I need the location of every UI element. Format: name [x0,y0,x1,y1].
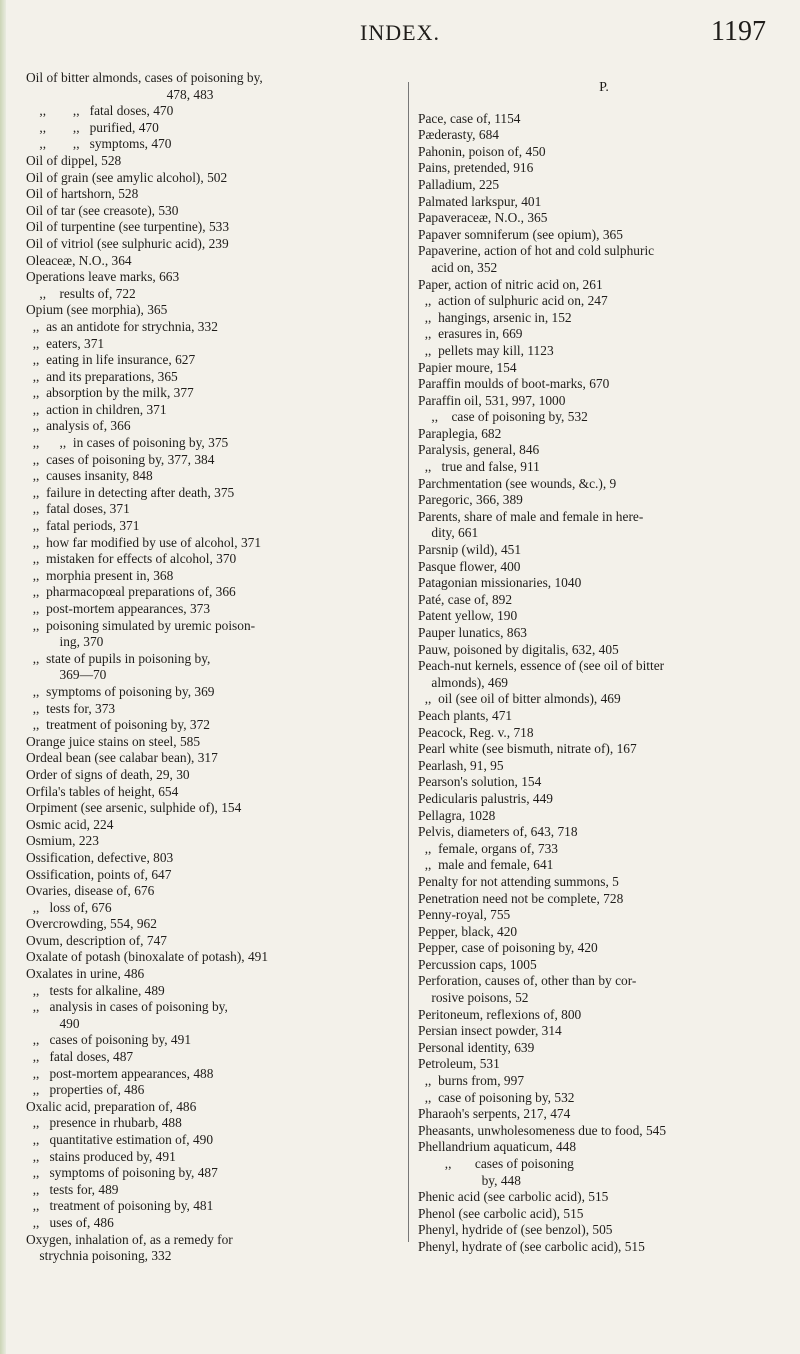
index-entry: Perforation, causes of, other than by cor- [418,973,637,989]
index-entry: ,, tests for, 489 [26,1181,119,1197]
index-entry: Paraffin oil, 531, 997, 1000 [418,392,566,408]
index-entry: ,, ,, purified, 470 [26,119,159,135]
index-entry: 478, 483 [26,86,214,102]
index-entry: ,, uses of, 486 [26,1214,114,1230]
index-entry: Ossification, points of, 647 [26,866,172,882]
index-entry: ,, post-mortem appearances, 373 [26,601,211,616]
index-entry: ,, female, organs of, 733 [418,840,558,856]
index-entry: Osmium, 223 [26,833,99,849]
index-entry: Pains, pretended, 916 [418,160,534,176]
index-entry: Pace, case of, 1154 [418,110,521,126]
page-header [0,14,800,54]
index-entry: Oil of turpentine (see turpentine), 533 [26,219,230,235]
index-entry: Pæderasty, 684 [418,127,499,143]
index-entry: ,, hangings, arsenic in, 152 [418,309,572,325]
index-entry: ,, presence in rhubarb, 488 [26,1115,182,1131]
index-entry: Orange juice stains on steel, 585 [26,733,201,749]
index-entry: ,, how far modified by use of alcohol, 371 [26,534,262,550]
index-entry: ,, true and false, 911 [418,459,540,475]
index-entry: Parsnip (wild), 451 [418,542,522,558]
index-entry: ,, poisoning simulated by uremic poison- [26,617,256,633]
index-entry: ,, eating in life insurance, 627 [26,352,196,368]
index-entry: ,, cases of poisoning [418,1156,574,1171]
index-entry: Percussion caps, 1005 [418,956,537,972]
index-entry: ,, properties of, 486 [26,1082,145,1098]
index-entry: Paraffin moulds of boot-marks, 670 [418,376,610,392]
index-entry: Oleaceæ, N.O., 364 [26,252,132,268]
index-entry: ,, action of sulphuric acid on, 247 [418,293,608,309]
index-entry: ,, fatal doses, 487 [26,1049,134,1065]
page-spine-shadow [0,0,6,1354]
index-entry: Overcrowding, 554, 962 [26,916,157,932]
index-entry: Orpiment (see arsenic, sulphide of), 154 [26,800,242,816]
index-entry: Pahonin, poison of, 450 [418,143,546,159]
index-column-right [418,70,790,1256]
page-title: INDEX. [360,20,440,45]
index-entry: ,, absorption by the milk, 377 [26,385,194,401]
index-entry: Pasque flower, 400 [418,558,521,574]
index-entry: Oil of hartshorn, 528 [26,186,139,202]
index-entry: ,, quantitative estimation of, 490 [26,1132,214,1147]
section-letter: P. [599,80,609,95]
index-entry: Papaveraceæ, N.O., 365 [418,210,548,226]
index-entry: Peritoneum, reflexions of, 800 [418,1006,582,1022]
index-entry: ,, state of pupils in poisoning by, [26,650,211,666]
index-entry: Ovum, description of, 747 [26,932,167,948]
index-entry: Personal identity, 639 [418,1039,535,1055]
index-entry: Pheasants, unwholesomeness due to food, 545 [418,1122,667,1138]
index-entry: ,, post-mortem appearances, 488 [26,1065,214,1081]
index-entry: ,, morphia present in, 368 [26,567,174,583]
index-entry: Pauper lunatics, 863 [418,625,527,640]
index-entry: Pelvis, diameters of, 643, 718 [418,824,578,840]
index-entry: Papaverine, action of hot and cold sulphuric [418,243,655,259]
index-entry: 369—70 [26,667,107,683]
index-entry: ing, 370 [26,634,104,650]
index-entry: ,, pharmacopœal preparations of, 366 [26,584,236,600]
index-entry: Palmated larkspur, 401 [418,193,542,209]
column-divider [408,82,409,1242]
index-entry: Phenyl, hydride of (see benzol), 505 [418,1222,613,1238]
index-entry: ,, oil (see oil of bitter almonds), 469 [418,691,621,707]
index-entry: Petroleum, 531 [418,1056,500,1072]
index-entry: Peach plants, 471 [418,707,513,723]
index-entry: ,, analysis in cases of poisoning by, [26,999,228,1015]
index-entry: ,, eaters, 371 [26,335,105,351]
index-entry: acid on, 352 [418,259,498,275]
index-entry: Patent yellow, 190 [418,608,518,624]
index-entry: Penny-royal, 755 [418,907,511,923]
index-entry: Oxalic acid, preparation of, 486 [26,1098,197,1114]
index-entries-right [418,111,790,1256]
index-entry: ,, causes insanity, 848 [26,468,153,484]
index-entry: ,, ,, symptoms, 470 [26,136,172,152]
index-entry: Pepper, case of poisoning by, 420 [418,940,598,956]
page-number: 1197 [711,16,766,47]
index-entry: Peacock, Reg. v., 718 [418,724,534,740]
index-entry: ,, mistaken for effects of alcohol, 370 [26,551,237,567]
index-entry: Penalty for not attending summons, 5 [418,873,619,889]
index-entry: Operations leave marks, 663 [26,269,180,285]
index-entry: Peach-nut kernels, essence of (see oil of bitter [418,658,665,674]
index-entry: ,, analysis of, 366 [26,418,131,434]
index-entry: ,, burns from, 997 [418,1073,525,1089]
index-entry: ,, case of poisoning by, 532 [418,409,588,425]
index-entry: Ossification, defective, 803 [26,849,174,865]
index-entry: 490 [26,1015,80,1031]
index-entry: ,, cases of poisoning by, 377, 384 [26,451,215,467]
index-entry: ,, and its preparations, 365 [26,368,178,384]
index-entry: ,, tests for, 373 [26,700,116,716]
index-entry: Ordeal bean (see calabar bean), 317 [26,750,218,766]
index-entry: almonds), 469 [418,674,509,690]
index-entry: Pearson's solution, 154 [418,774,542,790]
index-entry: Phenol (see carbolic acid), 515 [418,1205,584,1221]
index-entry: by, 448 [418,1172,521,1188]
index-entry: Phenyl, hydrate of (see carbolic acid), 515 [418,1238,645,1254]
index-entry: Penetration need not be complete, 728 [418,890,624,906]
index-entry: Pellagra, 1028 [418,807,496,823]
index-entry: ,, treatment of poisoning by, 481 [26,1198,214,1214]
index-entry: Parchmentation (see wounds, &c.), 9 [418,475,617,491]
index-entry: ,, male and female, 641 [418,857,554,873]
index-entry: rosive poisons, 52 [418,990,529,1006]
index-entry: Phenic acid (see carbolic acid), 515 [418,1189,609,1205]
index-entry: Osmic acid, 224 [26,816,114,832]
index-entry: Oil of tar (see creasote), 530 [26,202,179,218]
index-entry: ,, case of poisoning by, 532 [418,1089,575,1105]
index-entry: strychnia poisoning, 332 [26,1248,172,1264]
index-entry: ,, cases of poisoning by, 491 [26,1032,192,1048]
index-entry: Pauw, poisoned by digitalis, 632, 405 [418,641,619,657]
index-entry: Paralysis, general, 846 [418,442,540,458]
index-entry: ,, failure in detecting after death, 375 [26,484,235,500]
index-entry: Palladium, 225 [418,176,500,192]
index-entry: Order of signs of death, 29, 30 [26,766,190,782]
index-entry: Pharaoh's serpents, 217, 474 [418,1106,571,1122]
index-entry: ,, tests for alkaline, 489 [26,982,165,998]
index-entry: ,, action in children, 371 [26,401,167,417]
index-entry: ,, symptoms of poisoning by, 369 [26,683,215,699]
index-entry: dity, 661 [418,525,479,541]
index-entry: ,, stains produced by, 491 [26,1148,176,1164]
index-entry: ,, fatal doses, 371 [26,501,130,517]
index-entry: Pepper, black, 420 [418,923,518,939]
index-entry: ,, as an antidote for strychnia, 332 [26,318,218,334]
index-entry: ,, ,, fatal doses, 470 [26,103,174,119]
index-entry: Paté, case of, 892 [418,591,513,607]
index-entry: Pedicularis palustris, 449 [418,790,554,806]
index-entry: Papaver somniferum (see opium), 365 [418,226,623,242]
index-entry: Oxalate of potash (binoxalate of potash), 491 [26,949,269,965]
index-column-left [26,70,401,1265]
index-entry: ,, symptoms of poisoning by, 487 [26,1165,218,1181]
index-entry: Paraplegia, 682 [418,425,502,441]
index-entry: Persian insect powder, 314 [418,1023,562,1039]
index-entry: Oil of vitriol (see sulphuric acid), 239 [26,235,229,251]
index-entry: ,, erasures in, 669 [418,326,523,342]
index-entry: ,, treatment of poisoning by, 372 [26,717,210,733]
index-entry: Parents, share of male and female in here- [418,508,644,524]
index-entry: Oxygen, inhalation of, as a remedy for [26,1231,233,1247]
index-entry: ,, loss of, 676 [26,899,112,915]
index-entry: ,, pellets may kill, 1123 [418,342,554,358]
index-entry: Pearl white (see bismuth, nitrate of), 167 [418,741,637,757]
index-entry: Oil of grain (see amylic alcohol), 502 [26,169,228,185]
index-entry: Paregoric, 366, 389 [418,492,523,508]
index-entry: ,, fatal periods, 371 [26,518,140,534]
index-entry: Opium (see morphia), 365 [26,302,168,318]
index-entry: Pearlash, 91, 95 [418,757,504,773]
index-entry: ,, results of, 722 [26,285,136,301]
index-entry: Phellandrium aquaticum, 448 [418,1139,577,1155]
index-entry: Oxalates in urine, 486 [26,966,145,982]
index-entry: Oil of bitter almonds, cases of poisoning by, [26,70,263,85]
index-entry: ,, ,, in cases of poisoning by, 375 [26,435,229,451]
index-entry: Orfila's tables of height, 654 [26,783,179,799]
index-entry: Patagonian missionaries, 1040 [418,575,582,591]
index-entry: Paper, action of nitric acid on, 261 [418,276,603,292]
index-entry: Ovaries, disease of, 676 [26,883,155,899]
index-entry: Papier moure, 154 [418,359,517,375]
index-entry: Oil of dippel, 528 [26,152,122,168]
